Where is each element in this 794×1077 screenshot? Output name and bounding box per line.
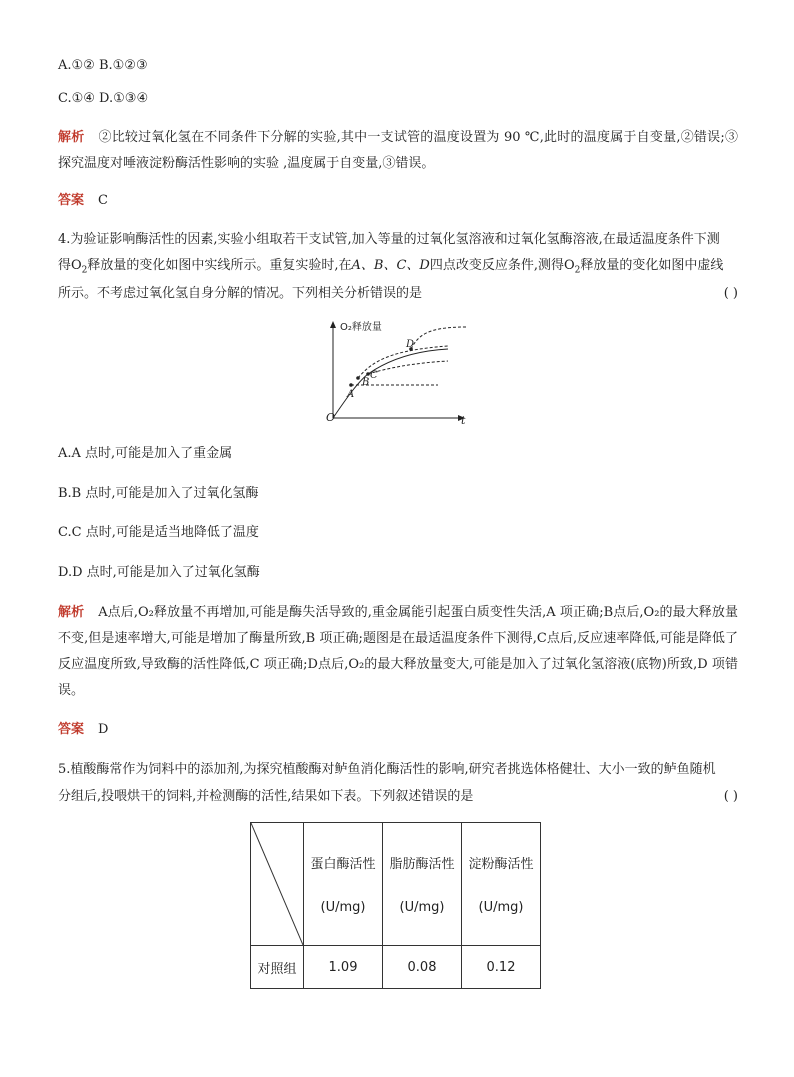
o2-release-chart xyxy=(318,318,478,430)
q4-stem-line-3: 所示。不考虑过氧化氢自身分解的情况。下列相关分析错误的是 ( ) xyxy=(58,286,738,301)
answer-paren: ( ) xyxy=(723,286,738,301)
answer-value: D xyxy=(98,722,109,737)
y-axis-label: O₂释放量 xyxy=(340,322,382,333)
q4-option-d: D.D 点时,可能是加入了过氧化氢酶 xyxy=(58,565,260,580)
answer-value: C xyxy=(98,193,108,208)
cell-amylase: 0.12 xyxy=(462,946,541,989)
cell-protease: 1.09 xyxy=(304,946,383,989)
q4-option-c: C.C 点时,可能是适当地降低了温度 xyxy=(58,525,259,540)
cell-lipase: 0.08 xyxy=(383,946,462,989)
q4-analysis xyxy=(58,600,738,704)
row-label: 对照组 xyxy=(251,946,304,989)
answer-label: 答案 xyxy=(58,193,85,208)
point-a-label: A xyxy=(347,389,355,400)
analysis-text: A点后,O₂释放量不再增加,可能是酶失活导致的,重金属能引起蛋白质变性失活,A 项正确;B点后,O₂的最大释放量不变,但是速率增大,可能是增加了酶量所致,B 项正确;题图是在最适温度条件下测得,C点后,反应速率降低,可能是降低了反应温度所致,导致酶的活性降低,C 项正确;D点后,O₂的最大释放量变大,可能是加入了过氧化氢溶液(底物)所致,D 项错误。 xyxy=(58,605,738,698)
dashed-c xyxy=(368,361,448,374)
analysis-label: 解析 xyxy=(58,130,85,145)
y-axis-arrow xyxy=(330,321,336,328)
q5-stem-line-2: 分组后,投喂烘干的饲料,并检测酶的活性,结果如下表。下列叙述错误的是 ( ) xyxy=(58,789,738,804)
table-header-row xyxy=(251,823,541,946)
q5-stem-line-1: 5.植酸酶常作为饲料中的添加剂,为探究植酸酶对鲈鱼消化酶活性的影响,研究者挑选体格健壮、大小一致的鲈鱼随机 xyxy=(58,762,716,777)
answer-label: 答案 xyxy=(58,722,85,737)
header-protease: 蛋白酶活性 (U/mg) xyxy=(304,823,383,946)
option-ab: A.①② B.①②③ xyxy=(58,58,148,73)
analysis-text: ②比较过氧化氢在不同条件下分解的实验,其中一支试管的温度设置为 90 ℃,此时的温度属于自变量,②错误;③探究温度对唾液淀粉酶活性影响的实验 ,温度属于自变量,③错误。 xyxy=(58,130,738,171)
header-lipase: 脂肪酶活性 (U/mg) xyxy=(383,823,462,946)
point-b-marker xyxy=(356,376,360,380)
diagonal-header-cell xyxy=(251,823,304,946)
q4-option-a: A.A 点时,可能是加入了重金属 xyxy=(58,446,233,461)
analysis-label: 解析 xyxy=(58,605,85,620)
q4-stem-line-1: 4.为验证影响酶活性的因素,实验小组取若干支试管,加入等量的过氧化氢溶液和过氧化氢酶溶液,在最适温度条件下测 xyxy=(58,232,720,247)
dashed-d xyxy=(411,327,466,349)
enzyme-activity-table xyxy=(250,822,541,989)
option-cd: C.①④ D.①③④ xyxy=(58,91,149,106)
point-a-marker xyxy=(349,383,353,387)
q4-answer xyxy=(58,722,108,738)
q3-analysis xyxy=(58,125,738,177)
answer-paren: ( ) xyxy=(723,789,738,804)
x-axis-label: t xyxy=(461,414,466,427)
origin-label: O xyxy=(326,411,336,424)
q4-option-b: B.B 点时,可能是加入了过氧化氢酶 xyxy=(58,486,259,501)
q3-answer xyxy=(58,193,108,209)
point-c-label: C xyxy=(370,370,378,381)
header-amylase: 淀粉酶活性 (U/mg) xyxy=(462,823,541,946)
point-d-label: D xyxy=(406,339,415,350)
point-b-label: B xyxy=(362,377,370,388)
q4-stem-line-2: 得$O_2$释放量的变化如图中实线所示。重复实验时,在A、B、C、D四点改变反应条件,测得$O_2$释放量的变化如图中虚线 xyxy=(58,258,724,276)
table-row xyxy=(251,946,541,989)
